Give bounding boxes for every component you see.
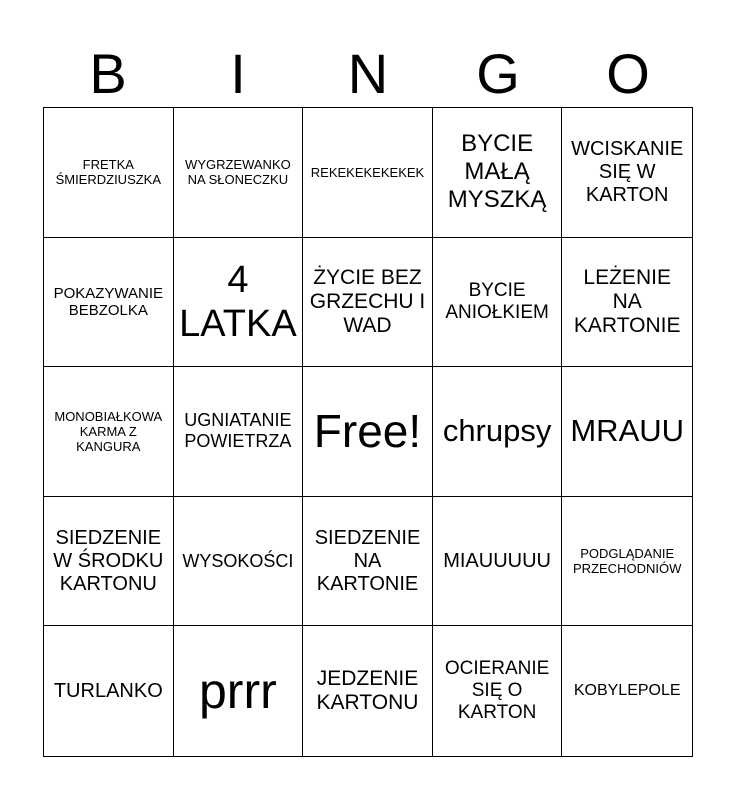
bingo-cell[interactable]: SIEDZENIE W ŚRODKU KARTONU — [44, 497, 174, 627]
bingo-cell[interactable]: OCIERANIE SIĘ O KARTON — [433, 626, 563, 756]
bingo-cell[interactable]: BYCIE ANIOŁKIEM — [433, 238, 563, 368]
bingo-cell[interactable]: ŻYCIE BEZ GRZECHU I WAD — [303, 238, 433, 368]
bingo-cell[interactable]: LEŻENIE NA KARTONIE — [562, 238, 692, 368]
bingo-cell[interactable]: JEDZENIE KARTONU — [303, 626, 433, 756]
header-letter-b: B — [89, 42, 127, 105]
bingo-cell[interactable]: UGNIATANIE POWIETRZA — [174, 367, 304, 497]
bingo-cell[interactable]: MONOBIAŁKOWA KARMA Z KANGURA — [44, 367, 174, 497]
free-cell[interactable]: Free! — [303, 367, 433, 497]
bingo-header — [43, 40, 693, 108]
bingo-cell[interactable]: prrr — [174, 626, 304, 756]
bingo-cell[interactable]: KOBYLEPOLE — [573, 682, 681, 700]
header-letter-g: G — [476, 42, 520, 105]
bingo-grid — [43, 107, 693, 757]
bingo-cell[interactable]: REKEKEKEKEKEK — [303, 108, 433, 238]
bingo-cell[interactable]: BYCIE MAŁĄ MYSZKĄ — [433, 108, 563, 238]
header-letter-n: N — [347, 42, 389, 105]
bingo-cell[interactable]: PODGLĄDANIE PRZECHODNIÓW — [562, 497, 692, 627]
bingo-cell[interactable]: WCISKANIE SIĘ W KARTON — [562, 108, 692, 238]
header-letter-i: I — [230, 42, 246, 105]
header-letter-o: O — [606, 42, 650, 105]
bingo-cell[interactable]: SIEDZENIE NA KARTONIE — [303, 497, 433, 627]
bingo-cell[interactable]: MIAUUUUU — [433, 497, 563, 627]
bingo-cell[interactable]: TURLANKO — [44, 626, 174, 756]
bingo-cell[interactable]: WYGRZEWANKO NA SŁONECZKU — [174, 108, 304, 238]
bingo-cell[interactable]: WYSOKOŚCI — [174, 497, 304, 627]
bingo-cell[interactable]: FRETKA ŚMIERDZIUSZKA — [44, 108, 174, 238]
bingo-cell[interactable]: 4 LATKA — [174, 238, 304, 368]
bingo-cell[interactable]: chrupsy — [433, 367, 563, 497]
bingo-cell[interactable]: MRAUU — [562, 367, 692, 497]
bingo-cell[interactable]: POKAZYWANIE BEBZOLKA — [44, 238, 174, 368]
